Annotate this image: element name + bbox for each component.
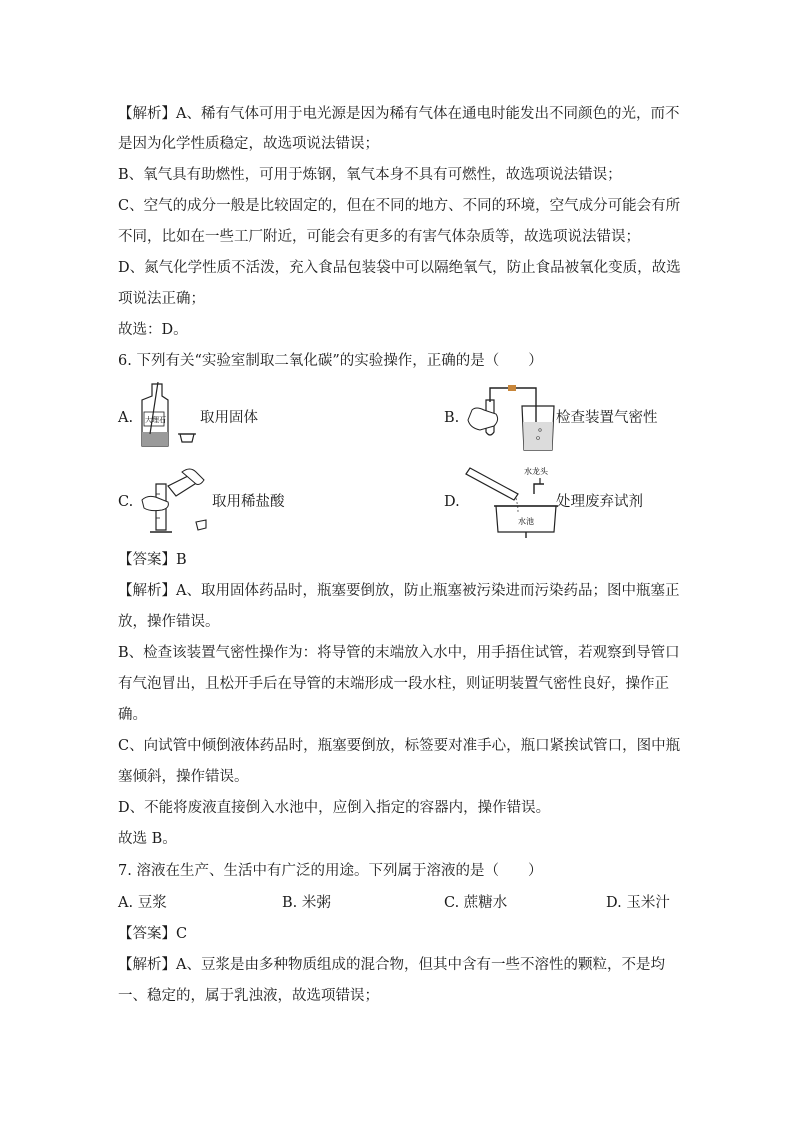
q6-conclusion: 故选 B。 [118,831,177,847]
q6-option-a-caption: 取用固体 [200,410,258,426]
q7-choice-d: D. 玉米汁 [606,895,670,911]
q6-option-b-caption: 检查装置气密性 [556,410,658,426]
q6-option-c-figure [138,464,212,540]
q5-analysis-line: D、氮气化学性质不活泼，充入食品包装袋中可以隔绝氧气，防止食品被氧化变质，故选 [118,260,681,276]
q7-choice-a: A. 豆浆 [118,895,167,911]
q7-stem: 7. 溶液在生产、生活中有广泛的用途。下列属于溶液的是（ ） [118,863,543,879]
q6-analysis-line: 确。 [118,707,147,723]
q6-analysis-line: C、向试管中倾倒液体药品时，瓶塞要倒放，标签要对准手心，瓶口紧挨试管口，图中瓶 [118,738,681,754]
q6-option-c-caption: 取用稀盐酸 [212,494,285,510]
q5-analysis-line: 【解析】A、稀有气体可用于电光源是因为稀有气体在通电时能发出不同颜色的光，而不 [118,106,680,122]
q6-answer: 【答案】B [118,552,187,568]
q6-option-d-figure [460,462,560,540]
q6-analysis-line: B、检查该装置气密性操作为：将导管的末端放入水中，用手捂住试管，若观察到导管口 [118,645,680,661]
q6-analysis-line: 放，操作错误。 [118,614,220,630]
q6-option-b-figure [462,380,558,452]
q5-analysis-line: 项说法正确； [118,291,205,307]
bottle-label-text: 大理石 [145,416,166,424]
q7-choice-b: B. 米粥 [282,895,331,911]
q5-analysis-line: C、空气的成分一般是比较固定的，但在不同的地方、不同的环境，空气成分可能会有所 [118,198,681,214]
q6-option-a-figure [138,382,200,454]
q5-conclusion: 故选：D。 [118,322,188,338]
q6-option-a-label: A. [118,410,134,426]
q6-analysis-line: 【解析】A、取用固体药品时，瓶塞要倒放，防止瓶塞被污染进而污染药品；图中瓶塞正 [118,583,680,599]
q6-analysis-line: 有气泡冒出，且松开手后在导管的末端形成一段水柱，则证明装置气密性良好，操作正 [118,676,669,692]
q6-analysis-line: 塞倾斜，操作错误。 [118,769,249,785]
q6-option-d-label: D. [444,494,460,510]
q5-analysis-line: B、氧气具有助燃性，可用于炼钢，氧气本身不具有可燃性，故选项说法错误； [118,167,622,183]
q6-option-d-caption: 处理废弃试剂 [556,494,643,510]
q6-option-b-label: B. [444,410,460,426]
q6-stem: 6. 下列有关“实验室制取二氧化碳”的实验操作，正确的是（ ） [118,353,543,369]
q7-analysis-line: 一、稳定的，属于乳浊液，故选项错误； [118,988,379,1004]
sink-label-text: 水池 [518,517,534,526]
q5-analysis-line: 是因为化学性质稳定，故选项说法错误； [118,136,379,152]
q7-choice-c: C. 蔗糖水 [444,895,508,911]
q6-analysis-line: D、不能将废液直接倒入水池中，应倒入指定的容器内，操作错误。 [118,800,551,816]
tap-label-text: 水龙头 [524,467,548,476]
q6-option-c-label: C. [118,494,134,510]
q7-answer: 【答案】C [118,926,188,942]
q5-analysis-line: 不同，比如在一些工厂附近，可能会有更多的有害气体杂质等，故选项说法错误； [118,229,640,245]
q7-analysis-line: 【解析】A、豆浆是由多种物质组成的混合物，但其中含有一些不溶性的颗粒，不是均 [118,957,665,973]
